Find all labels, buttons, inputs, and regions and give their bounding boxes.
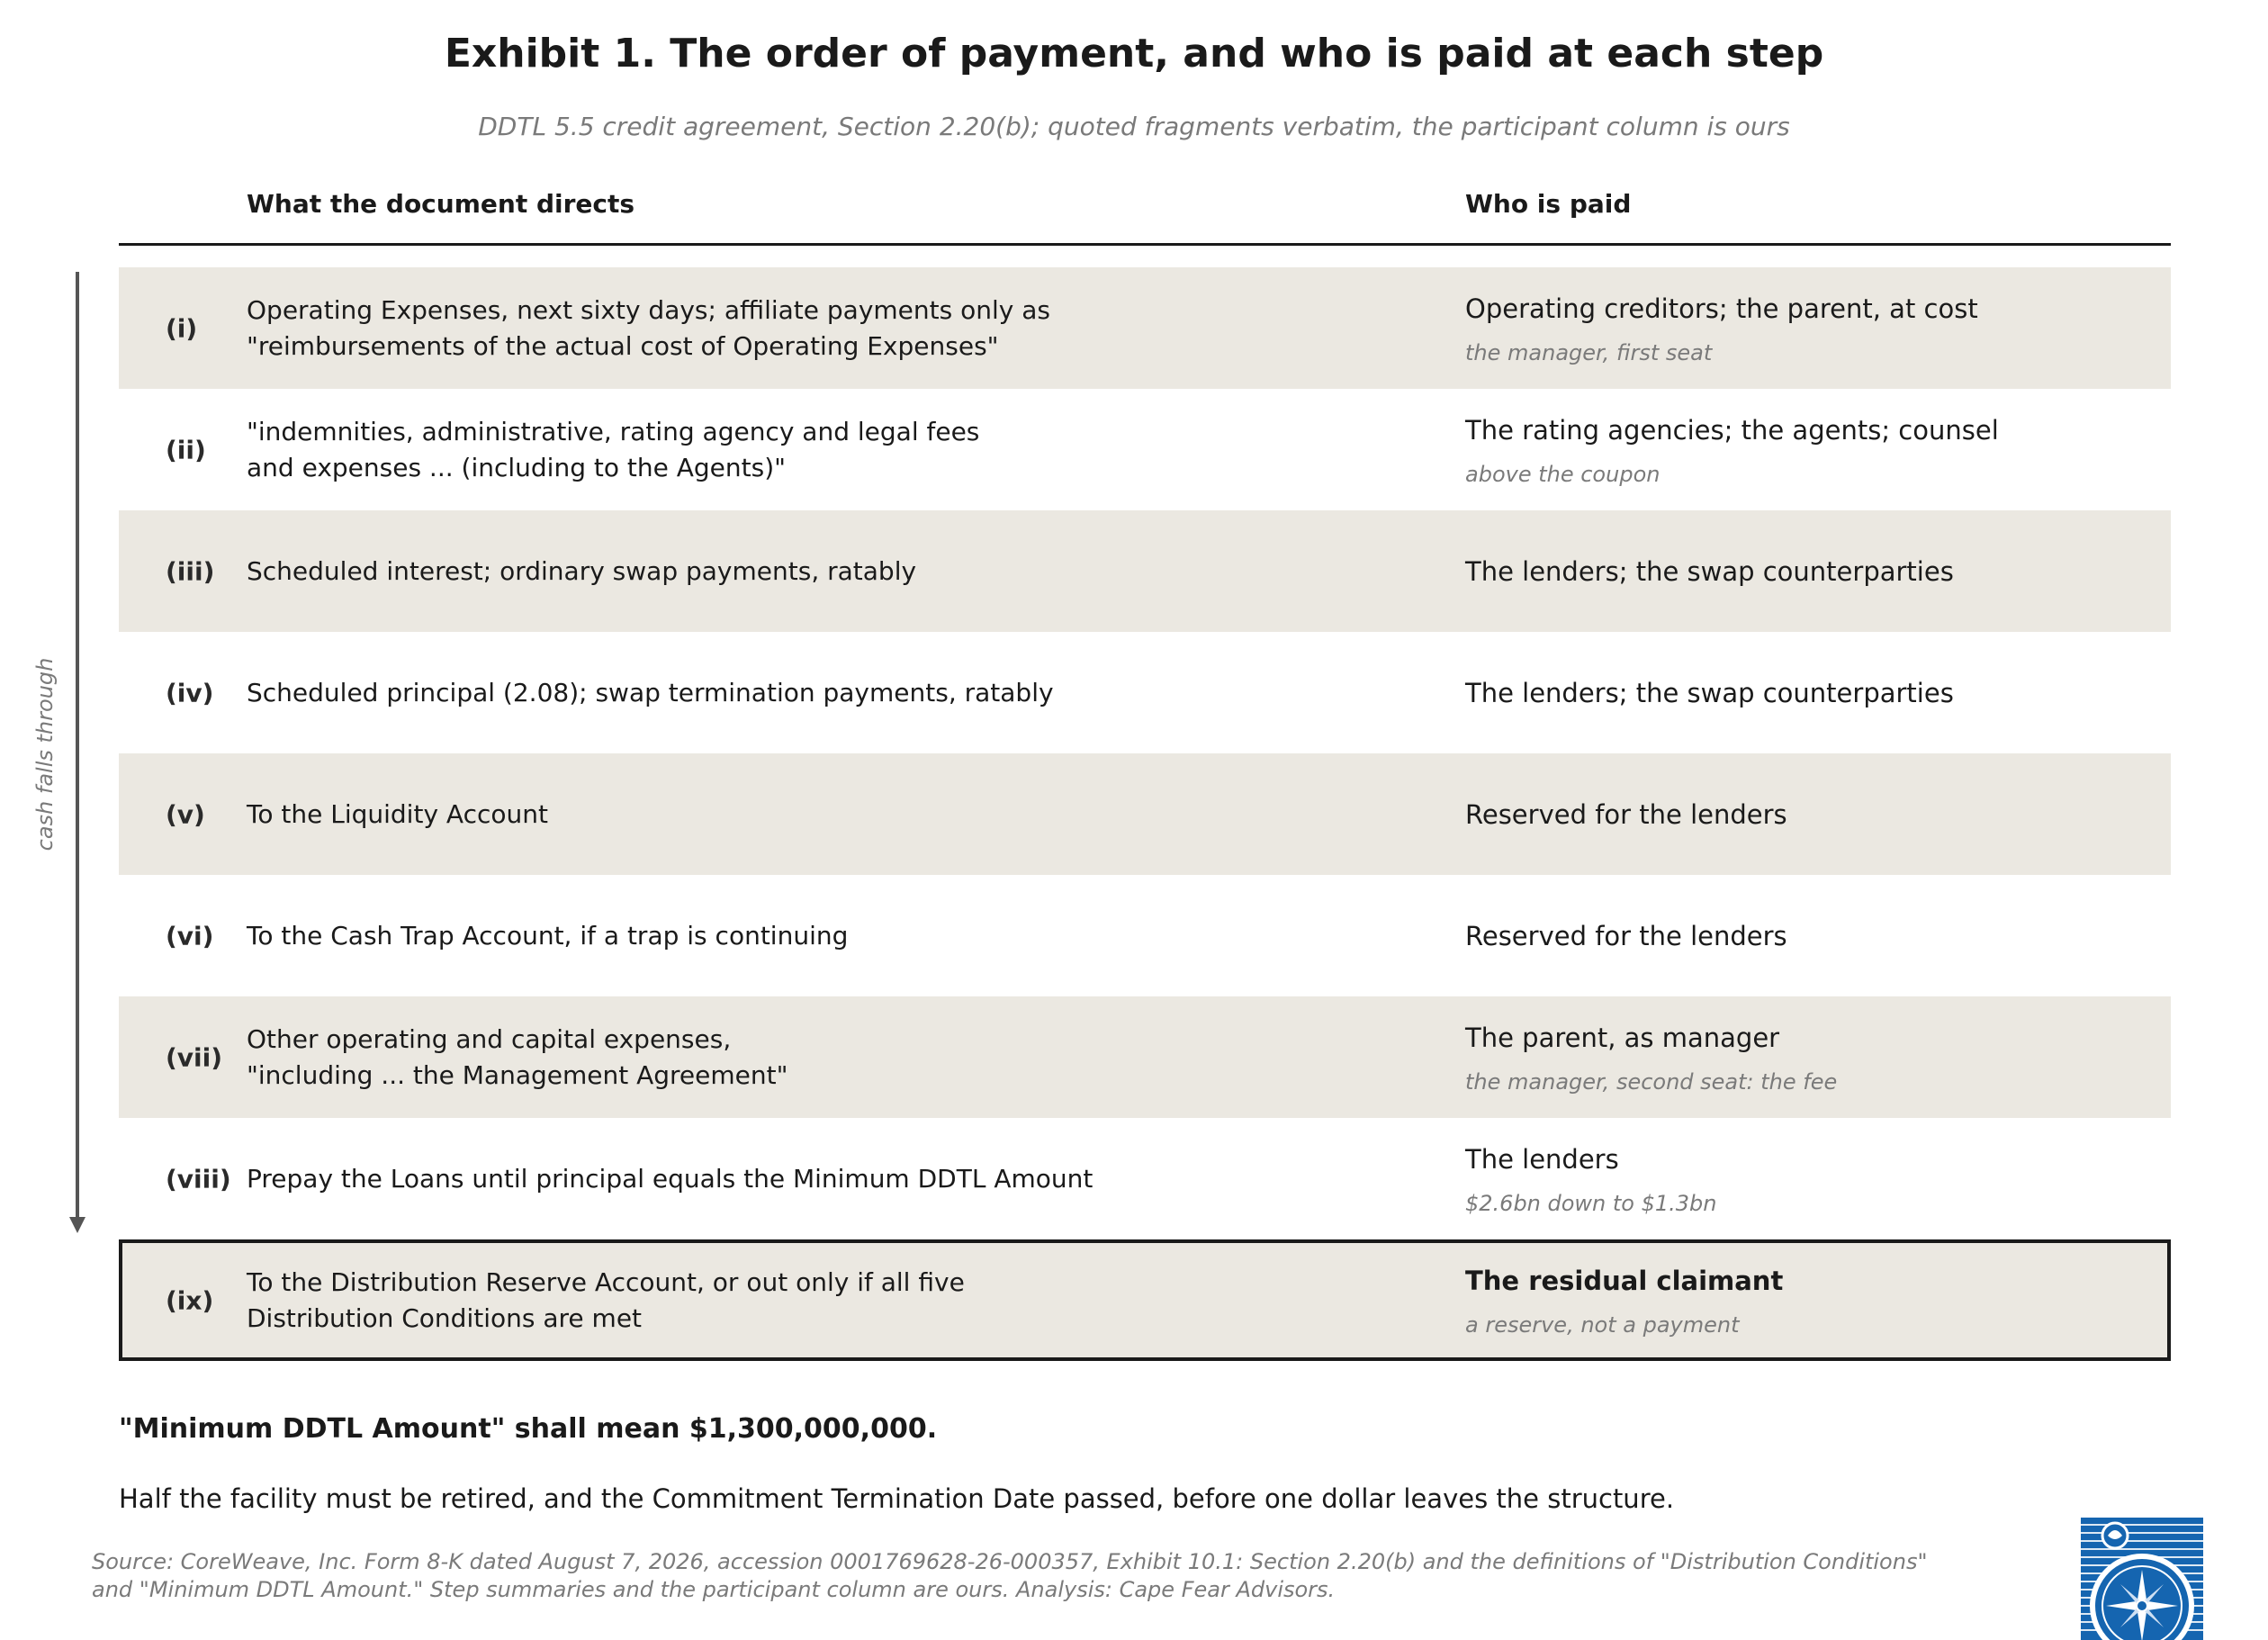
step-directs-line: Operating Expenses, next sixty days; affiliate payments only as: [247, 294, 1050, 325]
participant: Operating creditors; the parent, at cost: [1465, 293, 1978, 324]
step-directs: [247, 1161, 1372, 1197]
step-who-is-paid: [1465, 919, 2149, 953]
payment-waterfall-table: [119, 267, 2171, 1361]
exhibit-subtitle: DDTL 5.5 credit agreement, Section 2.20(b); quoted fragments verbatim, the participant column is ours: [478, 112, 1790, 141]
source-note: Source: CoreWeave, Inc. Form 8-K dated August 7, 2026, accession 0001769628-26-000357, Exhibit 10.1: Section 2.20(b) and the definitions of "Distribution Conditions" and "Minimum DDTL Amount." Step summaries and the participant column are ours. Analysis: Cape Fear Advisors.: [92, 1549, 1928, 1602]
step-number: (vii): [166, 1042, 223, 1072]
step-directs: [247, 414, 1372, 486]
waterfall-row-vii: [119, 996, 2171, 1118]
participant: Reserved for the lenders: [1465, 798, 1787, 830]
step-number: (ii): [166, 435, 206, 464]
participant-note: above the coupon: [1465, 461, 1660, 487]
step-number: (i): [166, 313, 198, 343]
step-directs: [247, 293, 1372, 365]
step-directs: [247, 918, 1372, 954]
waterfall-row-iv: [119, 632, 2171, 753]
participant: Reserved for the lenders: [1465, 920, 1787, 951]
step-who-is-paid: [1465, 1142, 2149, 1216]
participant-note: $2.6bn down to $1.3bn: [1465, 1190, 1717, 1216]
step-directs-line: To the Distribution Reserve Account, or out only if all five: [247, 1266, 965, 1297]
step-directs-line: To the Liquidity Account: [247, 798, 548, 829]
participant: The lenders; the swap counterparties: [1465, 555, 1954, 587]
step-number: (vi): [166, 921, 214, 951]
column-header-directs: What the document directs: [247, 189, 635, 219]
waterfall-row-ix: [119, 1239, 2171, 1361]
step-who-is-paid: [1465, 676, 2149, 710]
participant: The rating agencies; the agents; counsel: [1465, 414, 1999, 446]
participant: The lenders: [1465, 1143, 1619, 1175]
waterfall-row-iii: [119, 510, 2171, 632]
step-directs: [247, 797, 1372, 833]
flow-arrow-down-icon: [69, 1217, 86, 1233]
step-who-is-paid: [1465, 413, 2149, 487]
step-number: (ix): [166, 1285, 214, 1315]
step-number: (v): [166, 799, 205, 829]
header-rule: [119, 243, 2171, 246]
step-who-is-paid: [1465, 1264, 2149, 1338]
step-number: (viii): [166, 1164, 231, 1194]
waterfall-row-i: [119, 267, 2171, 389]
step-directs-line: "reimbursements of the actual cost of Operating Expenses": [247, 330, 999, 361]
waterfall-row-v: [119, 753, 2171, 875]
step-directs-line: To the Cash Trap Account, if a trap is continuing: [247, 920, 849, 951]
step-directs: [247, 1022, 1372, 1094]
step-number: (iii): [166, 556, 215, 586]
step-directs-line: Scheduled interest; ordinary swap payments, ratably: [247, 555, 917, 586]
step-who-is-paid: [1465, 554, 2149, 589]
flow-arrow-line: [76, 272, 79, 1221]
step-directs-line: "indemnities, administrative, rating agency and legal fees: [247, 416, 980, 446]
step-directs-line: Other operating and capital expenses,: [247, 1023, 732, 1054]
step-who-is-paid: [1465, 797, 2149, 832]
step-directs: [247, 554, 1372, 590]
exhibit-title: Exhibit 1. The order of payment, and who is paid at each step: [444, 31, 1824, 77]
step-directs-line: "including ... the Management Agreement": [247, 1059, 788, 1090]
step-directs: [247, 675, 1372, 711]
column-header-who-is-paid: Who is paid: [1465, 189, 1632, 219]
flow-label: cash falls through: [32, 657, 58, 852]
participant-note: the manager, first seat: [1465, 339, 1713, 365]
participant: The residual claimant: [1465, 1265, 1784, 1296]
participant: The lenders; the swap counterparties: [1465, 677, 1954, 708]
step-who-is-paid: [1465, 1021, 2149, 1095]
conclusion-statement: Half the facility must be retired, and the Commitment Termination Date passed, before one dollar leaves the structure.: [119, 1483, 1675, 1514]
waterfall-row-ii: [119, 389, 2171, 510]
step-directs: [247, 1265, 1372, 1337]
step-directs-line: Scheduled principal (2.08); swap termination payments, ratably: [247, 677, 1054, 707]
waterfall-row-viii: [119, 1118, 2171, 1239]
participant: The parent, as manager: [1465, 1022, 1780, 1053]
compass-logo-icon: [2081, 1518, 2203, 1640]
participant-note: the manager, second seat: the fee: [1465, 1068, 1838, 1095]
step-directs-line: Prepay the Loans until principal equals the Minimum DDTL Amount: [247, 1163, 1094, 1194]
definition-statement: "Minimum DDTL Amount" shall mean $1,300,000,000.: [119, 1413, 938, 1445]
participant-note: a reserve, not a payment: [1465, 1311, 1740, 1338]
step-directs-line: and expenses ... (including to the Agents)": [247, 452, 787, 482]
step-number: (iv): [166, 678, 214, 707]
step-who-is-paid: [1465, 292, 2149, 365]
waterfall-row-vi: [119, 875, 2171, 996]
step-directs-line: Distribution Conditions are met: [247, 1302, 643, 1333]
